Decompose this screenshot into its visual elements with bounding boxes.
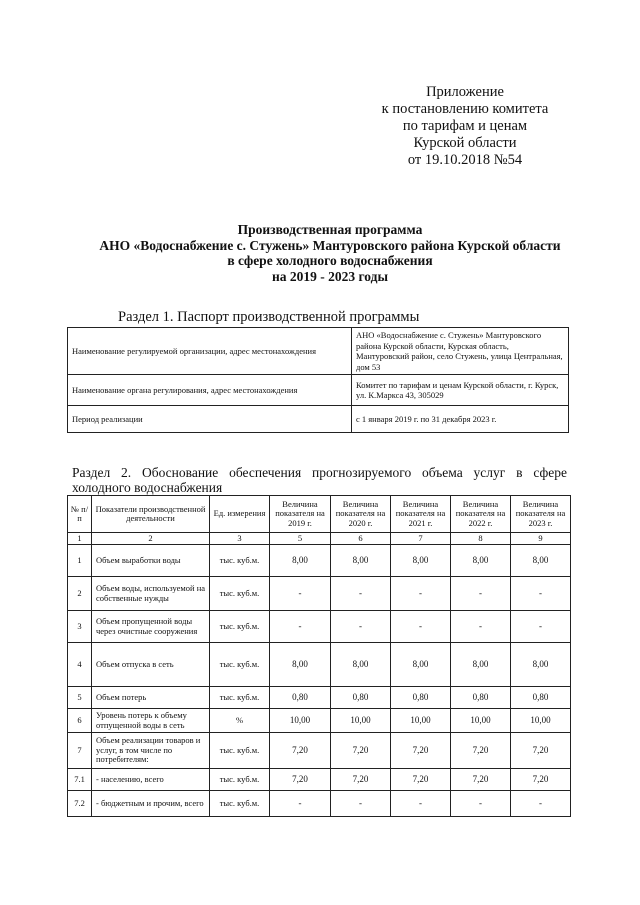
row-value: 8,00 (511, 545, 571, 577)
row-value: 7,20 (270, 769, 331, 791)
row-unit: % (210, 709, 270, 733)
row-number: 7.2 (68, 791, 92, 817)
column-header: Величина показателя на 2020 г. (331, 496, 391, 533)
passport-row (68, 406, 569, 433)
row-value: - (391, 791, 451, 817)
row-value: 8,00 (331, 643, 391, 687)
row-value: 8,00 (331, 545, 391, 577)
table-row (68, 769, 571, 791)
appendix-line: от 19.10.2018 №54 (407, 152, 523, 168)
table-row (68, 709, 571, 733)
row-value: 8,00 (451, 545, 511, 577)
row-value: - (391, 611, 451, 643)
row-value: 8,00 (270, 643, 331, 687)
table-row (68, 791, 571, 817)
row-number: 7.1 (68, 769, 92, 791)
row-value: 7,20 (270, 733, 331, 769)
table-row (68, 545, 571, 577)
row-unit: тыс. куб.м. (210, 611, 270, 643)
row-value: 0,80 (331, 687, 391, 709)
row-number: 2 (68, 577, 92, 611)
passport-value: Комитет по тарифам и ценам Курской области, г. Курск, ул. К.Маркса 43, 305029 (352, 375, 569, 406)
row-value: 8,00 (391, 545, 451, 577)
passport-row (68, 328, 569, 375)
table-row (68, 687, 571, 709)
row-value: 7,20 (511, 769, 571, 791)
row-unit: тыс. куб.м. (210, 791, 270, 817)
row-indicator: Объем реализации товаров и услуг, в том числе по потребителям: (92, 733, 210, 769)
row-value: - (391, 577, 451, 611)
table-row (68, 643, 571, 687)
row-number: 3 (68, 611, 92, 643)
heading-line: в сфере холодного водоснабжения (227, 253, 433, 268)
row-value: - (511, 791, 571, 817)
row-value: 8,00 (270, 545, 331, 577)
column-header: № п/п (68, 496, 92, 533)
row-value: - (451, 577, 511, 611)
row-value: 10,00 (331, 709, 391, 733)
column-index: 8 (451, 533, 511, 545)
row-value: 10,00 (391, 709, 451, 733)
row-number: 7 (68, 733, 92, 769)
row-number: 5 (68, 687, 92, 709)
row-indicator: Объем выработки воды (92, 545, 210, 577)
column-index-row (68, 533, 571, 545)
row-indicator: Объем пропущенной воды через очистные сооружения (92, 611, 210, 643)
row-value: 10,00 (270, 709, 331, 733)
heading-line: АНО «Водоснабжение с. Стужень» Мантуровского района Курской области (99, 237, 561, 253)
column-index: 6 (331, 533, 391, 545)
row-indicator: Уровень потерь к объему отпущенной воды в сеть (92, 709, 210, 733)
passport-label: Наименование регулируемой организации, адрес местонахождения (68, 328, 352, 375)
row-value: - (270, 611, 331, 643)
row-value: - (511, 611, 571, 643)
appendix-line: Приложение (426, 84, 504, 100)
passport-table (67, 327, 569, 433)
row-value: 8,00 (391, 643, 451, 687)
row-number: 4 (68, 643, 92, 687)
row-value: 0,80 (451, 687, 511, 709)
column-header: Величина показателя на 2022 г. (451, 496, 511, 533)
row-value: - (331, 791, 391, 817)
passport-row (68, 375, 569, 406)
row-value: - (331, 611, 391, 643)
row-indicator: - населению, всего (92, 769, 210, 791)
passport-value: с 1 января 2019 г. по 31 декабря 2023 г. (352, 406, 569, 433)
row-unit: тыс. куб.м. (210, 733, 270, 769)
row-value: 7,20 (391, 733, 451, 769)
row-indicator: Объем отпуска в сеть (92, 643, 210, 687)
row-value: 10,00 (451, 709, 511, 733)
row-value: 0,80 (511, 687, 571, 709)
row-value: - (270, 577, 331, 611)
row-value: 0,80 (391, 687, 451, 709)
section1-title: Раздел 1. Паспорт производственной программы (118, 309, 420, 325)
table-header-row (68, 496, 571, 533)
row-value: 8,00 (451, 643, 511, 687)
column-index: 7 (391, 533, 451, 545)
section2-title: Раздел 2. Обоснование обеспечения прогнозируемого объема услуг в сфере холодного водоснабжения (72, 465, 567, 495)
column-index: 3 (210, 533, 270, 545)
row-value: 10,00 (511, 709, 571, 733)
row-value: 8,00 (511, 643, 571, 687)
column-index: 2 (92, 533, 210, 545)
heading-line: на 2019 - 2023 годы (271, 268, 389, 284)
heading-line: Производственная программа (237, 222, 423, 237)
row-indicator: Объем воды, используемой на собственные нужды (92, 577, 210, 611)
column-index: 5 (270, 533, 331, 545)
column-index: 9 (511, 533, 571, 545)
table-row (68, 611, 571, 643)
row-unit: тыс. куб.м. (210, 643, 270, 687)
appendix-block (380, 84, 550, 169)
row-indicator: - бюджетным и прочим, всего (92, 791, 210, 817)
column-header: Величина показателя на 2019 г. (270, 496, 331, 533)
row-unit: тыс. куб.м. (210, 687, 270, 709)
program-heading (60, 222, 600, 284)
row-indicator: Объем потерь (92, 687, 210, 709)
row-value: 7,20 (331, 769, 391, 791)
column-header: Величина показателя на 2021 г. (391, 496, 451, 533)
indicators-table (67, 495, 571, 817)
table-row (68, 577, 571, 611)
row-value: 7,20 (391, 769, 451, 791)
row-unit: тыс. куб.м. (210, 545, 270, 577)
row-value: 7,20 (451, 769, 511, 791)
appendix-line: Курской области (413, 135, 517, 151)
passport-label: Период реализации (68, 406, 352, 433)
row-unit: тыс. куб.м. (210, 577, 270, 611)
row-value: 7,20 (331, 733, 391, 769)
row-value: - (270, 791, 331, 817)
table-row (68, 733, 571, 769)
column-header: Показатели производственной деятельности (92, 496, 210, 533)
row-number: 1 (68, 545, 92, 577)
row-value: 0,80 (270, 687, 331, 709)
passport-label: Наименование органа регулирования, адрес местонахождения (68, 375, 352, 406)
row-number: 6 (68, 709, 92, 733)
row-value: - (451, 611, 511, 643)
passport-value: АНО «Водоснабжение с. Стужень» Мантуровского района Курской области, Курская область, Мантуровский район, село Стужень, улица Центральная, дом 53 (352, 328, 569, 375)
row-value: 7,20 (451, 733, 511, 769)
row-value: 7,20 (511, 733, 571, 769)
appendix-line: к постановлению комитета (381, 101, 549, 117)
appendix-line: по тарифам и ценам (402, 118, 528, 134)
row-value: - (451, 791, 511, 817)
column-index: 1 (68, 533, 92, 545)
row-value: - (331, 577, 391, 611)
row-unit: тыс. куб.м. (210, 769, 270, 791)
column-header: Ед. измерения (210, 496, 270, 533)
row-value: - (511, 577, 571, 611)
column-header: Величина показателя на 2023 г. (511, 496, 571, 533)
